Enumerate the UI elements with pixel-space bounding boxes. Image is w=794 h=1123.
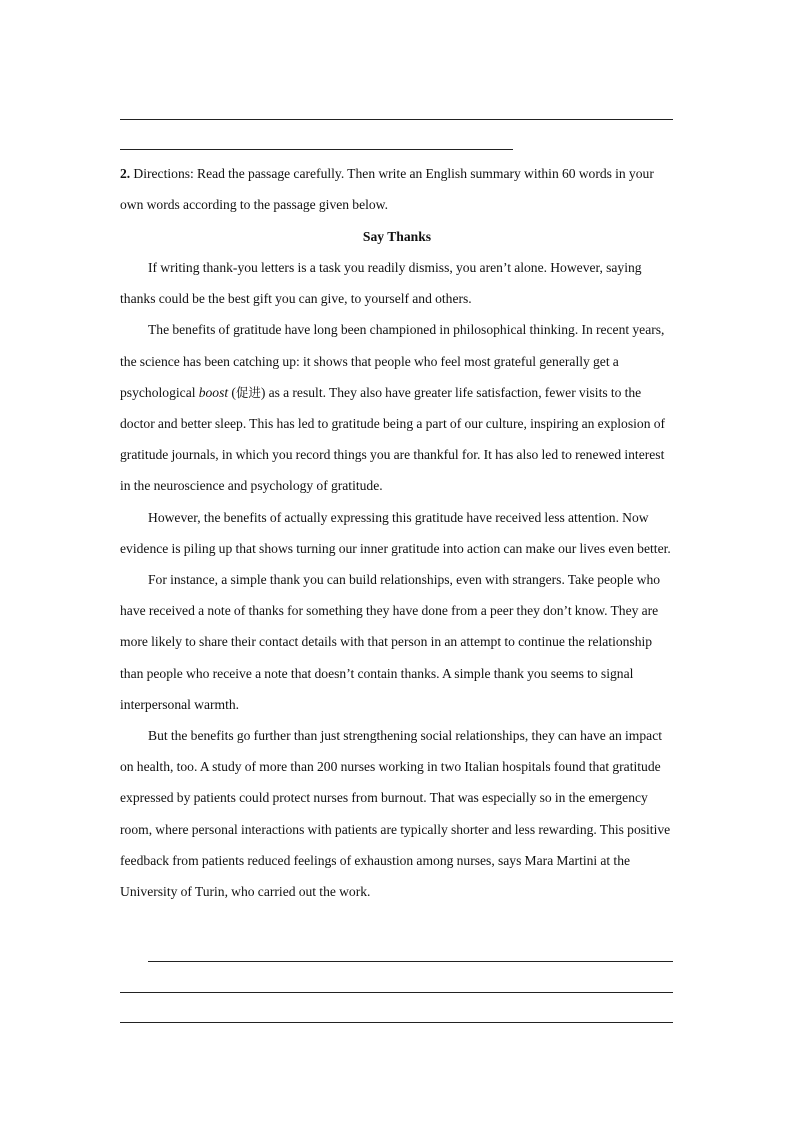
summary-line-2[interactable] — [120, 992, 673, 993]
paragraph-2 — [120, 314, 674, 501]
chinese-gloss: 促进 — [235, 384, 261, 400]
directions-text: Directions: Read the passage carefully. Then write an English summary within 60 words in your own words according to the passage given below. — [120, 166, 654, 213]
answer-line-prev-1[interactable] — [120, 119, 673, 120]
question-number: 2. — [120, 166, 131, 181]
paragraph-5: But the benefits go further than just strengthening social relationships, they can have an impact on health, too. A study of more than 200 nurses working in two Italian hospitals found that gratitude expressed by patients could protect nurses from burnout. That was especially so in the emergency room, where personal interactions with patients are typically shorter and less rewarding. This positive feedback from patients reduced feelings of exhaustion among nurses, says Mara Martini at the University of Turin, who carried out the work. — [120, 728, 671, 900]
summary-line-1[interactable] — [148, 961, 673, 962]
summary-line-3[interactable] — [120, 1022, 673, 1023]
answer-line-prev-2[interactable] — [120, 149, 513, 150]
gloss-open: ( — [228, 384, 236, 400]
question-directions — [120, 158, 674, 220]
paragraph-2-part-2: as a result. They also have greater life satisfaction, fewer visits to the doctor and better sleep. This has led to gratitude being a part of our culture, inspiring an explosion of gratitude journals, in which you record things you are thankful for. It has also led to renewed interest in the neuroscience and psychology of gratitude. — [120, 384, 666, 494]
boost-term: boost — [198, 384, 229, 400]
gloss-close: ) — [260, 384, 266, 400]
passage-title: Say Thanks — [362, 229, 432, 244]
passage-body — [120, 252, 674, 907]
paragraph-4: For instance, a simple thank you can build relationships, even with strangers. Take people who have received a note of thanks for something they have done from a peer they don’t know. They are more likely to share their contact details with that person in an attempt to continue the relationship than people who receive a note that doesn’t contain thanks. A simple thank you seems to signal interpersonal warmth. — [120, 572, 661, 712]
paragraph-2-part-1: The benefits of gratitude have long been championed in philosophical thinking. In recent years, the science has been catching up: it shows that people who feel most grateful generally get a psychological — [120, 322, 665, 400]
paragraph-3: However, the benefits of actually expressing this gratitude have received less attention. Now evidence is piling up that shows turning our inner gratitude into action can make our lives even better. — [120, 509, 671, 556]
paragraph-1: If writing thank-you letters is a task you readily dismiss, you aren’t alone. However, saying thanks could be the best gift you can give, to yourself and others. — [120, 260, 642, 307]
